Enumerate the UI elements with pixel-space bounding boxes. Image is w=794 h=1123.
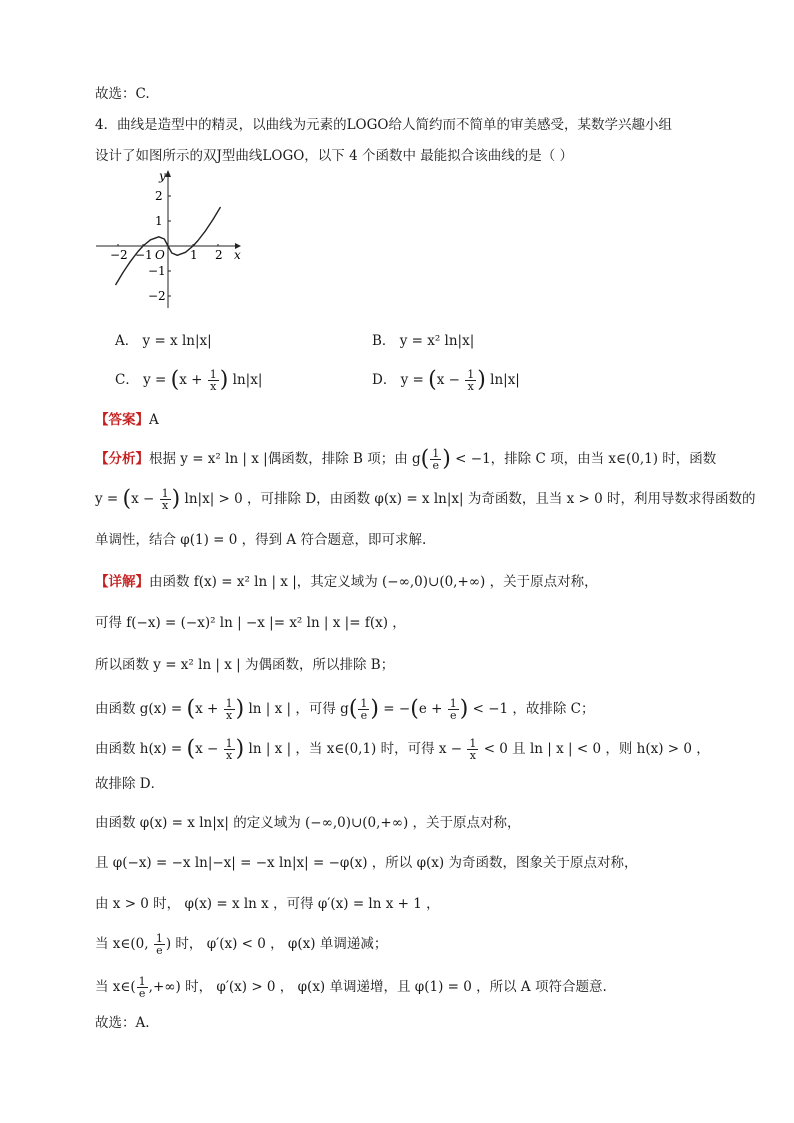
x-tick-label: −2: [110, 248, 128, 262]
option-a: A． y = x ln|x|: [115, 333, 212, 349]
detail-line-4: 由函数 g(x) = (x + $\frac{1}{x}$ ) ln | x | ，可得 g( $\frac{1}{e}$ ) = −(e + $\frac{1}{e}$ ) < −1 ，故排除 C；: [95, 696, 595, 722]
detail-text-5a: 由函数 h(x) =: [95, 741, 187, 757]
detail-line-6: 故排除 D．: [95, 776, 165, 792]
analysis-line-2: y = (x − $\frac{1}{x}$ ) ln|x| > 0 ，可排除 D，由函数 φ(x) = x ln|x| 为奇函数，且当 x > 0 时，利用导数求得函数的: [95, 486, 756, 512]
analysis-text-1b: < −1，排除 C 项，由当 x∈(0,1) 时，函数: [450, 451, 717, 467]
frac-num: 1: [161, 487, 169, 500]
detail-line-5: 由函数 h(x) = (x − $\frac{1}{x}$ ) ln | x | ，当 x∈(0,1) 时，可得 x − $\frac{1}{x}$ < 0 且 ln | x | < 0 ，则 h(x) > 0 ，: [95, 736, 710, 762]
frac-den: e: [449, 709, 457, 722]
frac-den: x: [469, 749, 477, 762]
question-4-line-2: 设计了如图所示的双J型曲线LOGO，以下 4 个函数中 最能拟合该曲线的是（ ）: [95, 148, 574, 164]
frac-num: 1: [209, 368, 217, 381]
option-d-x: x −: [436, 372, 465, 388]
question-4-line-1: 4．曲线是造型中的精灵，以曲线为元素的LOGO给人简约而不简单的审美感受，某数学兴趣小组: [95, 117, 672, 133]
frac-num: 1: [467, 368, 475, 381]
frac-den: x: [225, 709, 233, 722]
frac-num: 1: [432, 447, 440, 460]
detail-line-2: 可得 f(−x) = (−x)² ln | −x |= x² ln | x |= f(x) ，: [95, 615, 406, 631]
detail-text-4a: 由函数 g(x) =: [95, 701, 187, 717]
detail-fraction-1e-b: [448, 698, 459, 721]
analysis-text-2a: y =: [95, 491, 123, 507]
detail-text-4c: = −: [379, 701, 411, 717]
detail-text-5c: < 0 且 ln | x | < 0 ，则 h(x) > 0 ，: [479, 741, 710, 757]
y-tick-label: −2: [148, 289, 166, 303]
detail-x-minus: x −: [195, 741, 223, 757]
analysis-line-3: 单调性，结合 φ(1) = 0 ，得到 A 符合题意，即可求解.: [95, 532, 427, 548]
option-c-x: x +: [179, 372, 207, 388]
detail-fraction-1x-c: [467, 738, 478, 761]
frac-den: x: [162, 499, 169, 512]
frac-num: 1: [155, 932, 163, 945]
frac-den: x: [210, 380, 217, 393]
detail-line-8: 且 φ(−x) = −x ln|−x| = −x ln|x| = −φ(x) ，所以 φ(x) 为奇函数，图象关于原点对称，: [95, 855, 638, 871]
option-b: B． y = x² ln|x|: [372, 333, 475, 349]
y-axis-arrow: [165, 170, 171, 177]
detail-fraction-1e: [358, 698, 369, 721]
detail-text-4b: ln | x | ，可得 g: [244, 701, 349, 717]
analysis-fraction-1x: [160, 488, 171, 511]
detail-text-11a: 当 x∈(: [95, 979, 136, 995]
x-tick-label: 1: [190, 248, 198, 262]
option-c: C． y = (x + $\frac{1}{x}$ ) ln|x|: [115, 367, 263, 393]
frac-num: 1: [225, 697, 233, 710]
detail-fraction-10: [154, 933, 165, 956]
detail-line-9: 由 x > 0 时， φ(x) = x ln x ，可得 φ′(x) = ln x + 1 ，: [95, 896, 440, 912]
origin-label: O: [155, 248, 165, 262]
analysis-line-1: 【分析】根据 y = x² ln | x |偶函数，排除 B 项；由 g( $\frac{1}{e}$ ) < −1，排除 C 项，由当 x∈(0,1) 时，函数: [95, 446, 717, 472]
analysis-tag: 【分析】: [95, 451, 149, 467]
analysis-text-1a: 根据 y = x² ln | x |偶函数，排除 B 项；由 g: [149, 451, 421, 467]
detail-line-10: [95, 933, 387, 956]
frac-den: e: [156, 944, 163, 957]
option-d-suffix: ln|x|: [485, 372, 520, 388]
frac-num: 1: [469, 737, 477, 750]
analysis-fraction-1e: [430, 448, 441, 471]
y-tick-label: 2: [155, 189, 163, 203]
detail-line-7: 由函数 φ(x) = x ln|x| 的定义域为 (−∞,0)∪(0,+∞) ，关于原点对称，: [95, 815, 521, 831]
detail-text-4d: < −1 ，故排除 C；: [468, 701, 595, 717]
detail-text-5b: ln | x | ，当 x∈(0,1) 时，可得 x −: [244, 741, 467, 757]
detail-text-10a: 当 x∈(0,: [95, 936, 153, 952]
final-answer: 故选：A.: [95, 1015, 150, 1031]
option-c-suffix: ln|x|: [228, 372, 263, 388]
detail-tag: 【详解】: [95, 574, 149, 590]
detail-line-1: [95, 572, 598, 592]
detail-fraction-11: [137, 976, 148, 999]
option-d: D． y = (x − $\frac{1}{x}$ ) ln|x|: [372, 367, 520, 393]
analysis-x-minus: x −: [131, 491, 159, 507]
detail-fraction-1x-b: [224, 738, 235, 761]
x-tick-label: 2: [215, 248, 223, 262]
logo-curve-graph: [92, 168, 247, 313]
frac-num: 1: [449, 697, 457, 710]
answer-tag: 【答案】: [95, 412, 149, 428]
option-c-prefix: C． y =: [115, 372, 171, 388]
x-axis-label: x: [234, 248, 241, 262]
prev-answer: 故选：C.: [95, 86, 150, 102]
frac-den: e: [432, 459, 440, 472]
frac-den: x: [467, 380, 474, 393]
frac-den: e: [138, 987, 146, 1000]
option-d-prefix: D． y =: [372, 372, 429, 388]
frac-den: e: [360, 709, 368, 722]
frac-num: 1: [225, 737, 233, 750]
frac-num: 1: [138, 975, 146, 988]
option-c-fraction: [208, 369, 219, 392]
y-axis-label: y: [159, 169, 166, 183]
x-tick-label: −1: [135, 248, 153, 262]
frac-num: 1: [360, 697, 368, 710]
answer-value: A: [149, 412, 159, 428]
y-tick-label: 1: [155, 214, 163, 228]
detail-e-plus: e +: [418, 701, 447, 717]
detail-text-10b: ) 时， φ′(x) < 0 ， φ(x) 单调递减；: [165, 936, 388, 952]
detail-text-11b: ,+∞) 时， φ′(x) > 0 ， φ(x) 单调递增，且 φ(1) = 0 ，所以 A 项符合题意.: [148, 979, 607, 995]
y-tick-label: −1: [148, 264, 166, 278]
detail-fraction-1x: [224, 698, 235, 721]
detail-text-1: 由函数 f(x) = x² ln | x |，其定义域为 (−∞,0)∪(0,+∞) ，关于原点对称，: [149, 574, 598, 590]
detail-line-3: 所以函数 y = x² ln | x | 为偶函数，所以排除 B；: [95, 657, 395, 673]
analysis-text-2b: ln|x| > 0 ，可排除 D，由函数 φ(x) = x ln|x| 为奇函数，且当 x > 0 时，利用导数求得函数的: [180, 491, 756, 507]
answer-line: [95, 410, 159, 430]
frac-den: x: [226, 749, 233, 762]
detail-line-11: [95, 976, 607, 999]
detail-x-plus: x +: [195, 701, 223, 717]
option-d-fraction: [465, 369, 476, 392]
